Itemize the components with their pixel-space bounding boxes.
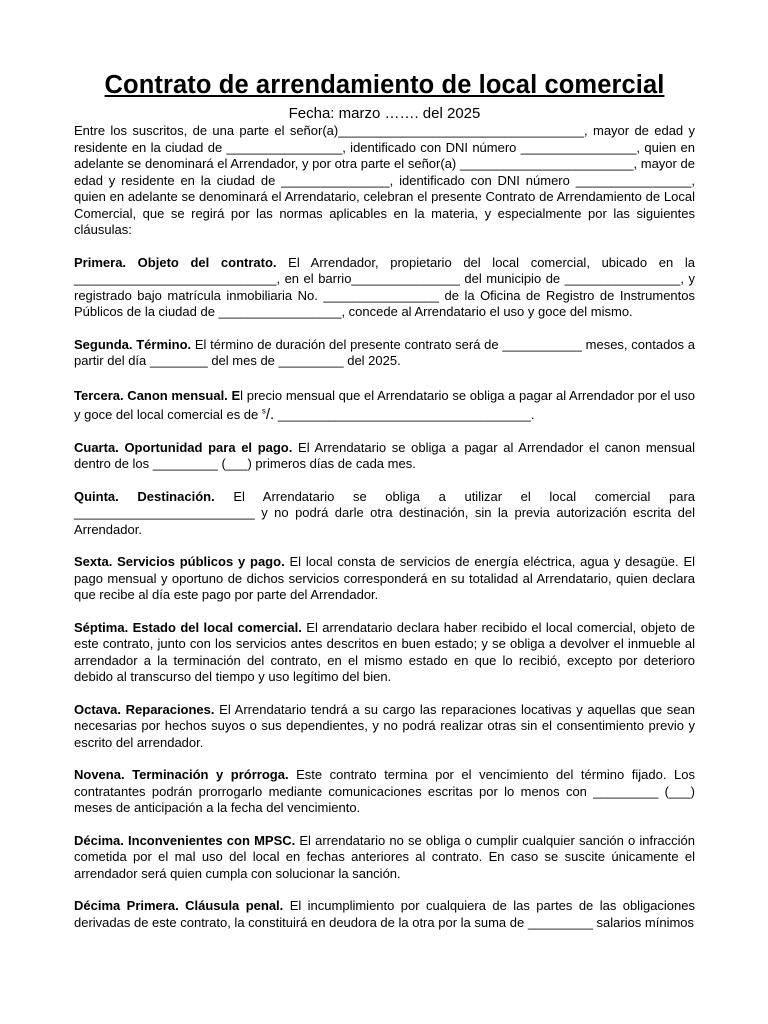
clause-novena [74,767,695,817]
clause-cuarta [74,440,695,473]
clause-heading: Décima Primera. Cláusula penal. [74,898,284,913]
clause-text: El Arrendador, propietario del local comercial, ubicado en la ____________________________, en el barrio_______________ del municipio de ________________, y registrado bajo matrícula inmobiliaria No. ________________ de la Oficina de Registro de Instrumentos Públicos de la ciudad de _________________, concede al Arrendatario el uso y goce del mismo. [74,254,695,319]
clause-heading: Quinta. Destinación. [74,488,215,504]
clause-text: El arrendatario no se obliga o cumplir cualquier sanción o infracción cometida por el mal uso del local en fechas anteriores al contrato. En caso se suscite únicamente el arrendador será quien cumpla con solucionar la sanción. [74,832,695,881]
intro-paragraph: Entre los suscritos, de una parte el señor(a)__________________________________, mayor de edad y residente en la ciudad de ________________, identificado con DNI número ________________, quien en adelante se denominará el Arrendador, y por otra parte el señor(a) ________________________, mayor de edad y residente en la ciudad de _______________, identificado con DNI número ________________, quien en adelante se denominará el Arrendatario, celebran el presente Contrato de Arrendamiento de Local Comercial, que se regirá por las normas aplicables en la materia, y especialmente por las siguientes cláusulas: [74,123,695,237]
clause-tercera [74,386,695,424]
clause-text: El incumplimiento por cualquiera de las partes de las obligaciones derivadas de este contrato, la constituirá en deudora de la otra por la suma de _________ salarios mínimos [74,898,696,930]
clause-text: El Arrendatario tendrá a su cargo las reparaciones locativas y aquellas que sean necesarias por hechos suyos o sus dependientes, y no podrá realizar otras sin el consentimiento previo y escrito del arrendador. [74,701,695,750]
clause-text: El local consta de servicios de energía eléctrica, agua y desagüe. El pago mensual y oportuno de dichos servicios corresponderá en su totalidad al Arrendatario, quien declara que recibe al día este pago por parte del Arrendador. [74,554,696,602]
clause-text: El Arrendatario se obliga a utilizar el local comercial para _________________________ y no podrá darle otra destinación, sin la previa autorización escrita del Arrendador. [74,488,696,537]
clause-decima-primera [74,898,695,931]
currency-symbol: /. [265,405,275,423]
currency-superscript: s [261,406,266,416]
clause-primera [74,255,695,321]
clause-heading: Primera. Objeto del contrato. [74,254,277,270]
clause-heading: Tercera. Canon mensual. E [74,387,241,403]
clause-text: l precio mensual que el Arrendatario se obliga a pagar al Arrendador por el uso y goce del local comercial es de [74,387,695,422]
clause-heading: Séptima. Estado del local comercial. [74,619,302,635]
clause-heading: Octava. Reparaciones. [74,701,215,717]
clause-octava [74,702,695,752]
clause-quinta [74,489,695,539]
clause-text-blank: ___________________________________. [274,406,535,422]
clause-heading: Segunda. Término. [74,336,192,352]
clause-text: El Arrendatario se obliga a pagar al Arrendador el canon mensual dentro de los _________ (___) primeros días de cada mes. [74,439,695,471]
document-date: Fecha: marzo ……. del 2025 [288,105,481,122]
clause-septima [74,620,695,686]
clause-heading: Sexta. Servicios públicos y pago. [74,554,285,569]
clause-segunda [74,337,695,370]
clause-decima [74,833,695,883]
clause-text: El arrendatario declara haber recibido el local comercial, objeto de este contrato, junto con los servicios antes descritos en buen estado; y se obliga a devolver el inmueble al arrendador a la terminación del contrato, en el mismo estado en que lo recibió, excepto por deterioro debido al transcurso del tiempo y uso legítimo del bien. [74,619,695,684]
clause-text: El término de duración del presente contrato será de ___________ meses, contados a partir del día ________ del mes de _________ del 2025. [74,336,695,368]
clause-sexta [74,554,695,604]
document-title: Contrato de arrendamiento de local comercial [104,71,665,99]
clause-heading: Novena. Terminación y prórroga. [74,767,289,782]
clause-text: Este contrato termina por el vencimiento del término fijado. Los contratantes podrán prorrogarlo mediante comunicaciones escritas por lo menos con _________ (___) meses de anticipación a la fecha del vencimiento. [74,767,695,815]
clause-heading: Décima. Inconvenientes con MPSC. [74,832,296,848]
clause-heading: Cuarta. Oportunidad para el pago. [74,439,293,455]
